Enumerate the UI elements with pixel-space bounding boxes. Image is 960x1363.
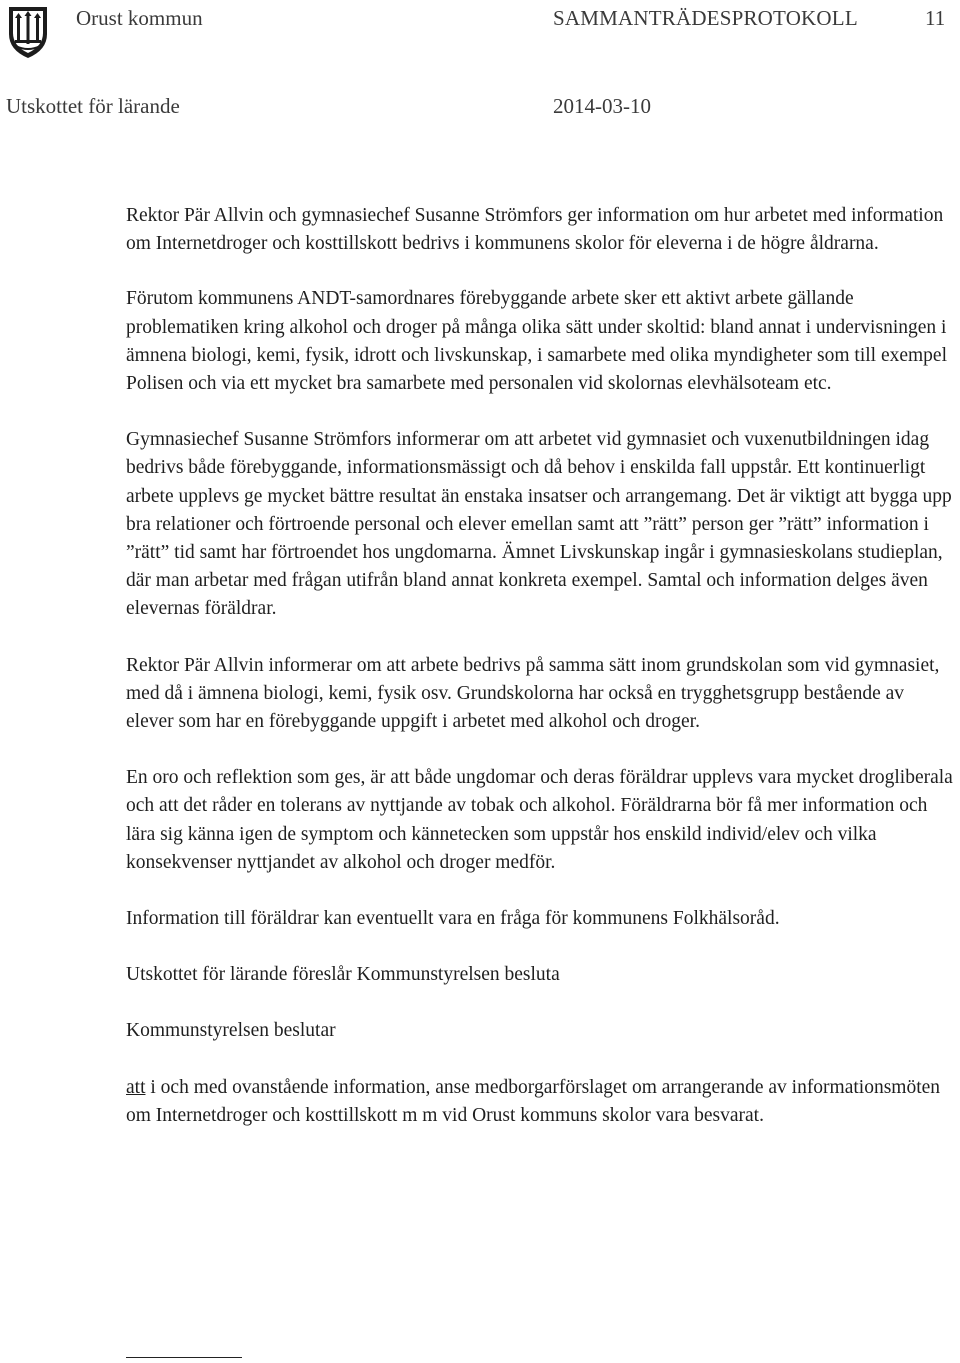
signature-line: [126, 1357, 242, 1358]
paragraph-concerns: En oro och reflektion som ges, är att både ungdomar och deras föräldrar upplevs vara mycket drogliberala och att det råder en tolerans av nyttjande av tobak och alkohol. Föräldrarna bör få mer information och lära sig känna igen de symptom och kännetecken som uppstår hos enskild individ/elev och vilka konsekvenser nyttjandet av alkohol och droger medför.: [126, 767, 953, 873]
paragraph-andt-work: Förutom kommunens ANDT-samordnares förebyggande arbete sker ett aktivt arbete gällande problematiken kring alkohol och droger på många olika sätt under skoltid: bland annat i undervisningen i ämnena biologi, kemi, fysik, idrott och livskunskap, i samarbete med olika myndigheter som till exempel Polisen och via ett mycket bra samarbete med personalen vid skolornas elevhälsoteam etc.: [126, 288, 947, 395]
paragraph-primary-school-info: Rektor Pär Allvin informerar om att arbete bedrivs på samma sätt inom grundskolan som vid gymnasiet, med då i ämnena biologi, kemi, fysik osv. Grundskolorna har också en trygghetsgrupp bestående av elever som har en förebyggande uppgift i arbetet med alkohol och droger.: [126, 654, 940, 733]
page-number: 11: [925, 6, 946, 30]
municipality-name: Orust kommun: [76, 6, 203, 30]
decision-heading: Kommunstyrelsen beslutar: [126, 1020, 336, 1042]
municipality-coat-of-arms-icon: [6, 4, 50, 60]
document-type: SAMMANTRÄDESPROTOKOLL: [553, 6, 858, 30]
decision-paragraph: [126, 1074, 956, 1130]
paragraph-public-health-council: Information till föräldrar kan eventuellt vara en fråga för kommunens Folkhälsoråd.: [126, 908, 780, 930]
paragraph-information-intro: Rektor Pär Allvin och gymnasiechef Susanne Strömfors ger information om hur arbetet med information om Internetdroger och kosttillskott bedrivs i kommunens skolor för eleverna i de högre åldrarna.: [126, 205, 944, 255]
decision-text: i och med ovanstående information, anse medborgarförslaget om arrangerande av informationsmöten om Internetdroger och kosttillskott m m vid Orust kommuns skolor vara besvarat.: [126, 1076, 941, 1126]
decision-keyword: att: [126, 1076, 146, 1098]
committee-name: Utskottet för lärande: [6, 94, 180, 118]
meeting-date: 2014-03-10: [553, 94, 651, 118]
proposal-heading: Utskottet för lärande föreslår Kommunstyrelsen besluta: [126, 964, 560, 986]
protocol-body: [126, 202, 956, 1158]
paragraph-gymnasium-info: Gymnasiechef Susanne Strömfors informerar om att arbetet vid gymnasiet och vuxenutbildningen idag bedrivs både förebyggande, informationsmässigt och då behov i enskilda fall uppstår. Ett kontinuerligt arbete upplevs ge mycket bättre resultat än enstaka insatser och arrangemang. Det är viktigt att bygga upp bra relationer och förtroende personal och elever emellan samt att ”rätt” person ger ”rätt” information i ”rätt” tid samt har förtroendet hos ungdomarna. Ämnet Livskunskap ingår i gymnasieskolans studieplan, där man arbetar med frågan utifrån bland annat konkreta exempel. Samtal och information delges även elevernas föräldrar.: [126, 429, 952, 620]
